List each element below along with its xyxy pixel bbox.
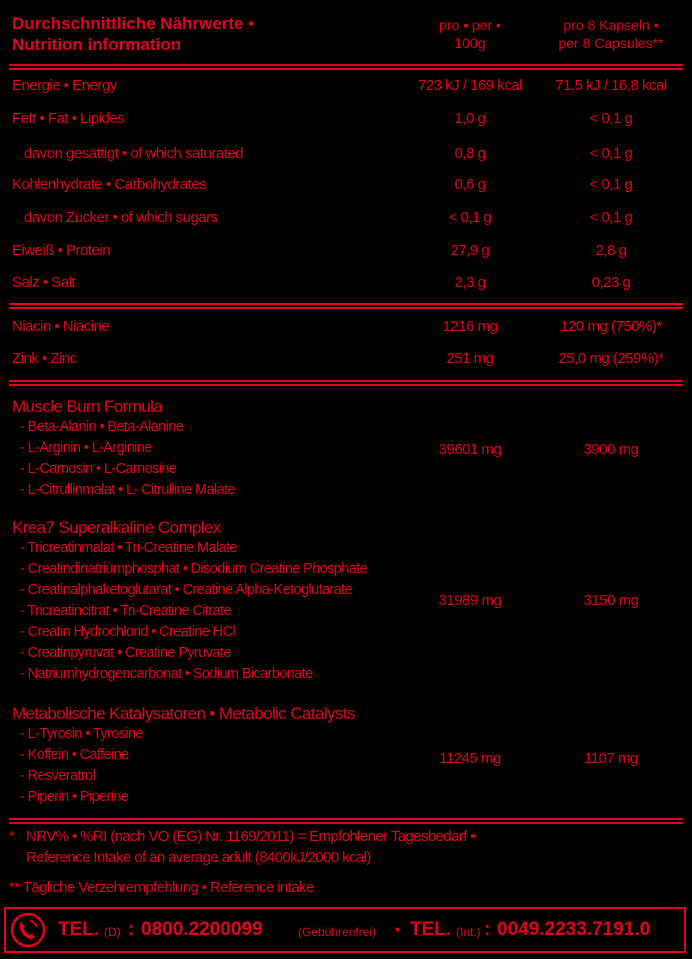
nrv-footnote-marker: * [9, 828, 15, 845]
nutrient-per-serving: 0,23 g [591, 274, 631, 291]
tel-label-de: TEL. [58, 919, 100, 940]
mineral-row [0, 350, 692, 370]
group-ingredient: - L-Tyrosin • Tyrosine [20, 726, 143, 742]
col-per-serving-line2: per 8 Capsules** [558, 35, 664, 51]
nutrient-row [0, 209, 692, 229]
group-title: Krea7 Superalkaline Complex [12, 518, 221, 537]
group-ingredient: - L-Carnosin • L-Carnosine [20, 461, 177, 477]
title-en: Nutrition information [12, 35, 182, 54]
mineral-label: Niacin • Niacine [12, 318, 110, 335]
nutrient-per-100g: 1,0 g [454, 110, 486, 127]
nutrient-per-100g: 2,3 g [454, 274, 486, 291]
nutrient-per-serving: < 0,1 g [589, 110, 633, 127]
tel-colon-int: : [484, 919, 491, 940]
group-ingredient: - Koffein • Caffeine [20, 747, 129, 763]
tel-toll-free-note: (Gebührenfrei) [298, 925, 377, 939]
group-ingredient: - Tricreatinmalat • Tri-Creatine Malate [20, 540, 237, 556]
group-ingredient: - Creatinpyruvat • Creatine Pyruvate [20, 645, 231, 661]
group-per-serving: 1107 mg [584, 750, 638, 767]
divider [9, 384, 683, 386]
group-ingredient: - Resveratrol [20, 768, 96, 784]
group-ingredient: - Creatindinatriumphosphat • Disodium Creatine Phosphate [20, 561, 368, 577]
nutrient-label: Fett • Fat • Lipides [12, 110, 125, 127]
group-per-100g: 39601 mg [438, 441, 502, 458]
mineral-per-100g: 1216 mg [442, 318, 498, 335]
contact-footer [4, 907, 686, 953]
nutrient-per-100g: 723 kJ / 169 kcal [417, 77, 523, 94]
nutrient-label: Kohlenhydrate • Carbohydrates [12, 176, 207, 193]
nutrient-label: Salz • Salt [12, 274, 76, 291]
col-per-100g-header [395, 16, 545, 52]
nutrient-per-serving: < 0,1 g [589, 209, 633, 226]
nutrient-row [0, 110, 692, 130]
col-per-serving-line1: pro 8 Kapseln • [563, 17, 659, 33]
group-ingredient: - Tricreatincitrat • Tri-Creatine Citrate [20, 603, 231, 619]
nutrient-row [0, 176, 692, 196]
nutrient-per-serving: 71,5 kJ / 16,8 kcal [555, 77, 667, 94]
tel-separator: • [395, 921, 400, 937]
nutrient-label: davon gesättigt • of which saturated [24, 145, 244, 162]
serving-footnote: ** Tägliche Verzehrempfehlung • Reference intake [9, 879, 314, 896]
nutrient-row [0, 242, 692, 262]
nutrient-per-serving: < 0,1 g [589, 145, 633, 162]
group-per-serving: 3150 mg [583, 592, 639, 609]
group-per-100g: 31989 mg [438, 592, 502, 609]
divider [9, 64, 683, 66]
tel-country-de: (D) [104, 925, 121, 939]
tel-label-int: TEL. [410, 919, 452, 940]
divider [9, 303, 683, 305]
group-per-100g: 11245 mg [439, 750, 501, 767]
title-de: Durchschnittliche Nährwerte • [12, 14, 255, 33]
nutrient-row [0, 274, 692, 294]
mineral-row [0, 318, 692, 338]
nutrient-label: Eiweiß • Protein [12, 242, 111, 259]
tel-number-int[interactable]: 0049.2233.7191.0 [497, 919, 651, 940]
col-per-100g-line2: 100g [454, 35, 486, 51]
mineral-per-100g: 251 mg [446, 350, 494, 367]
divider [9, 822, 683, 824]
group-ingredient: - L-Citrullinmalat • L- Citrulline Malate [20, 482, 235, 498]
nutrient-per-100g: < 0,1 g [448, 209, 492, 226]
phone-icon [10, 912, 46, 948]
divider [9, 818, 683, 820]
nutrient-row [0, 77, 692, 97]
group-ingredient: - L-Arginin • L-Arginine [20, 440, 152, 456]
tel-country-int: (Int.) [456, 925, 481, 939]
group-ingredient: - Creatinalphaketoglutarat • Creatine Alpha-Ketoglutarate [20, 582, 352, 598]
mineral-per-serving: 25,0 mg (259%)* [558, 350, 664, 367]
group-title: Metabolische Katalysatoren • Metabolic Catalysts [12, 704, 355, 723]
divider [9, 68, 683, 70]
divider [9, 307, 683, 309]
mineral-label: Zink • Zinc [12, 350, 77, 367]
group-ingredient: - Beta-Alanin • Beta-Alanine [20, 419, 184, 435]
group-ingredient: - Creatin Hydrochlorid • Creatine HCl [20, 624, 235, 640]
tel-colon-de: : [128, 919, 135, 940]
group-title: Muscle Burn Formula [12, 397, 163, 416]
mineral-per-serving: 120 mg (750%)* [560, 318, 662, 335]
nutrient-per-100g: 27,9 g [450, 242, 490, 259]
nutrient-label: Energie • Energy [12, 77, 117, 94]
tel-number-de[interactable]: 0800.2200099 [141, 919, 263, 940]
divider [9, 380, 683, 382]
group-ingredient: - Piperin • Piperine [20, 789, 129, 805]
nrv-footnote-line1: NRV% • %RI (nach VO (EG) Nr. 1169/2011) = Empfohlener Tagesbedarf • [26, 828, 476, 845]
col-per-100g-line1: pro • per • [439, 17, 501, 33]
nutrient-per-100g: 0,8 g [454, 145, 486, 162]
nutrient-label: davon Zucker • of which sugars [24, 209, 218, 226]
group-per-serving: 3900 mg [583, 441, 639, 458]
nutrient-per-serving: < 0,1 g [589, 176, 633, 193]
nutrient-row [0, 145, 692, 165]
col-per-serving-header [536, 16, 686, 52]
nutrient-per-100g: 0,6 g [454, 176, 486, 193]
nrv-footnote-line2: Reference Intake of an average adult (8400kJ/2000 kcal) [26, 849, 371, 866]
nutrient-per-serving: 2,8 g [595, 242, 627, 259]
group-ingredient: - Natriumhydrogencarbonat • Sodium Bicarbonate [20, 666, 313, 682]
